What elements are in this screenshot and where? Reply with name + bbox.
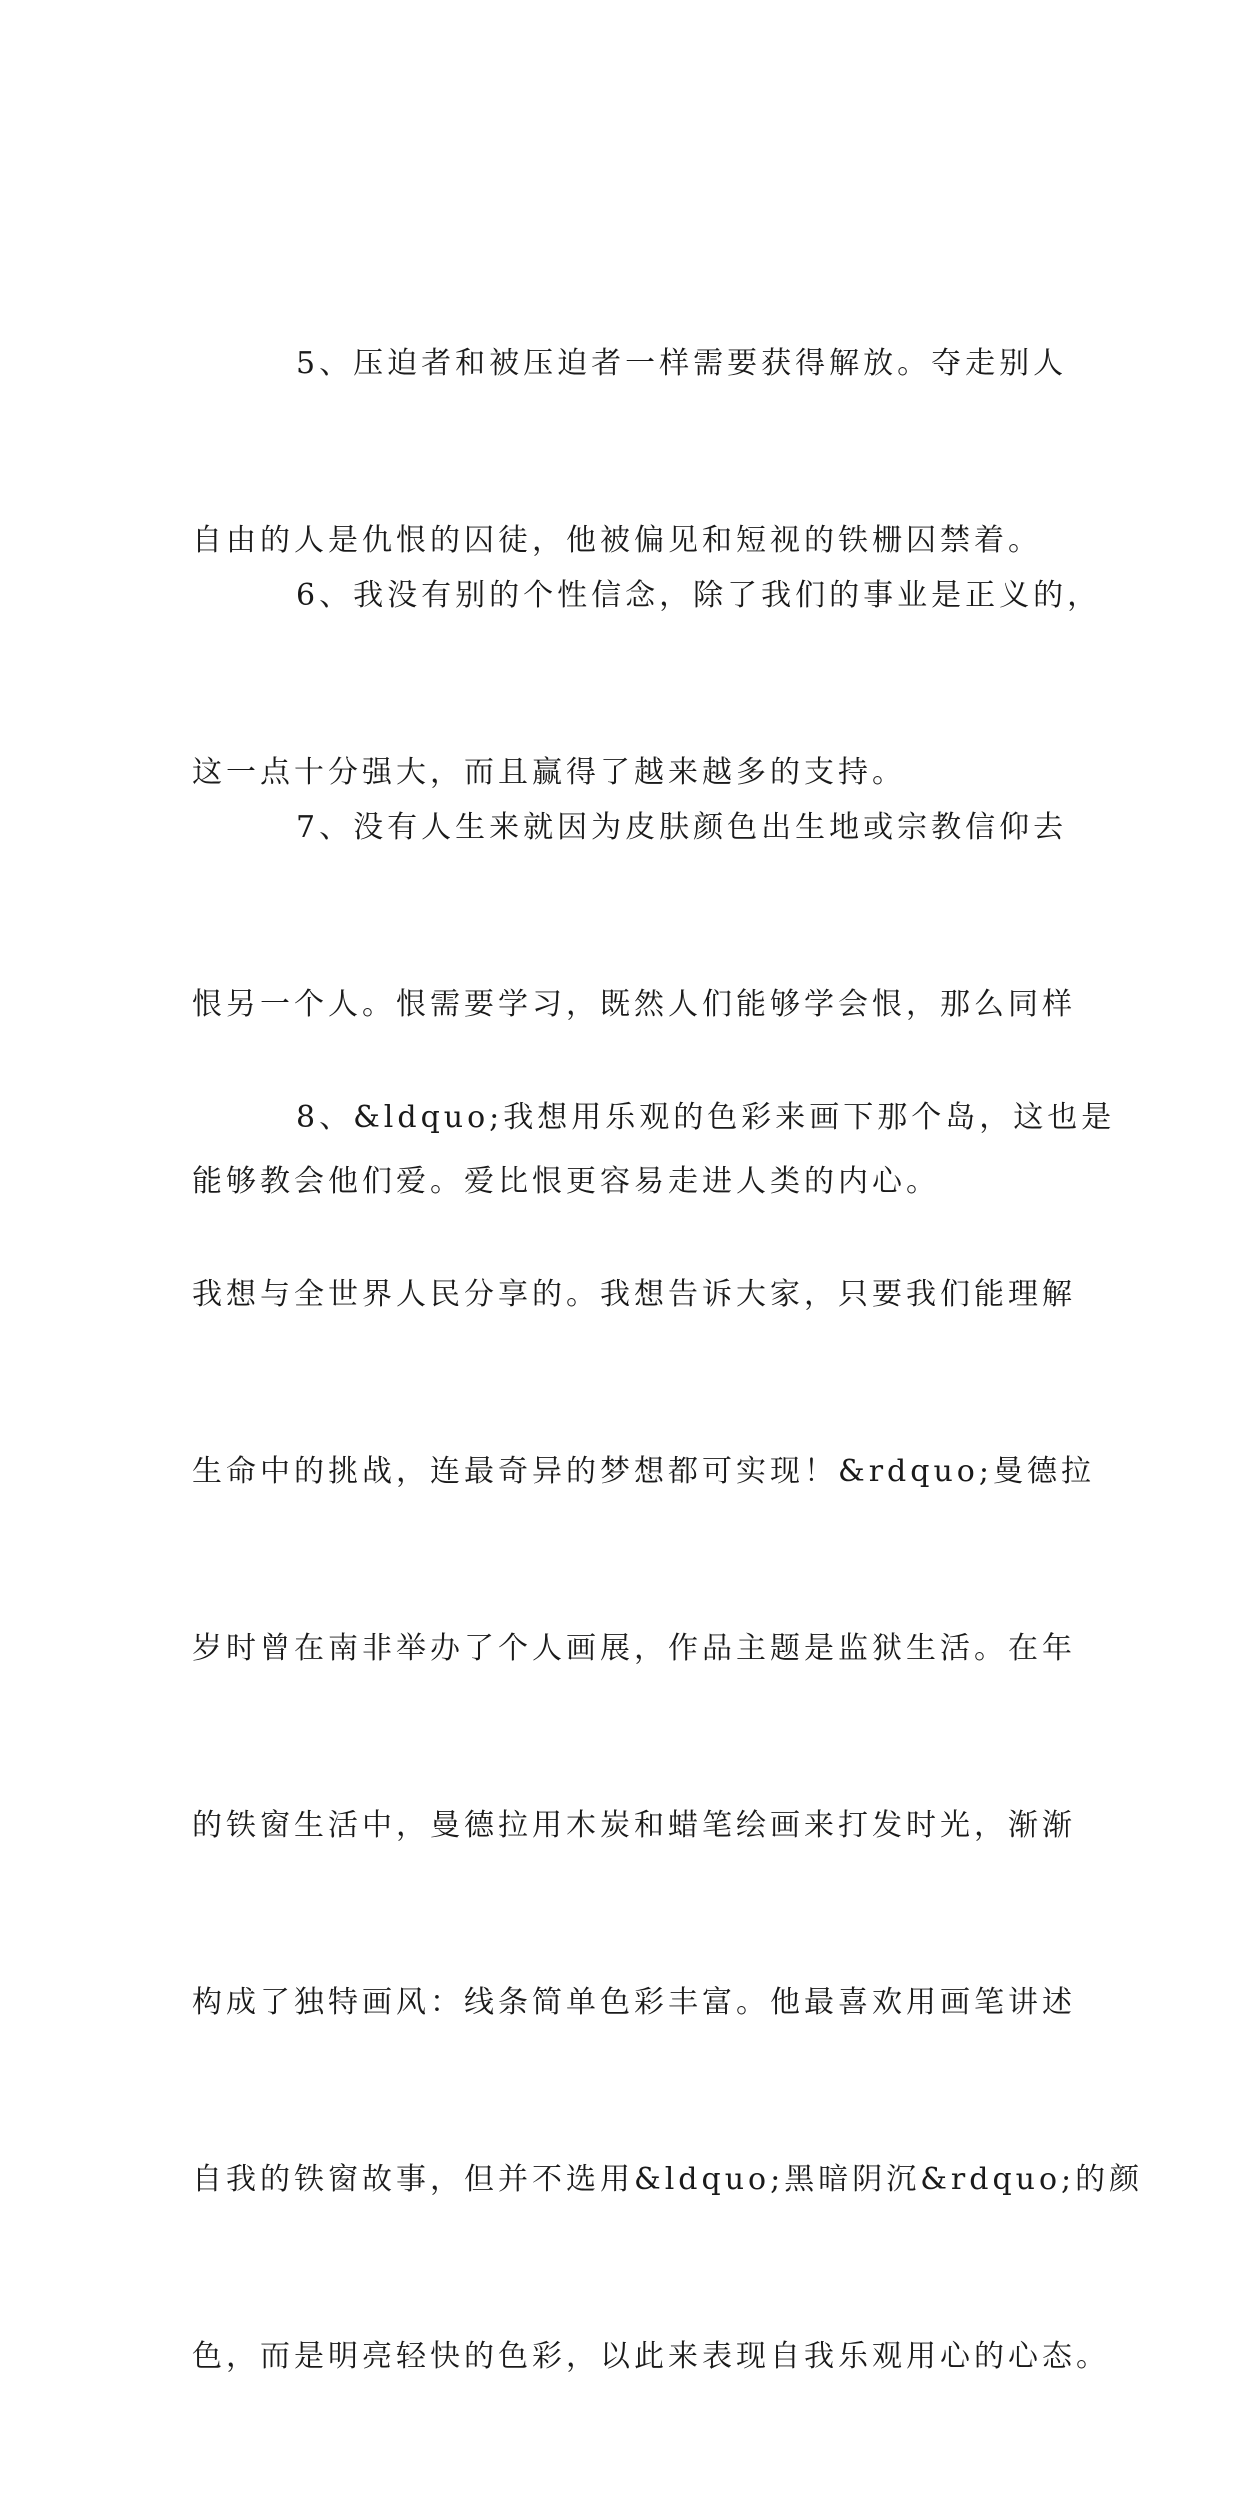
paragraph-line: 能够教会他们爱。爱比恨更容易走进人类的内心。 bbox=[192, 1164, 940, 1199]
paragraph-line: 5、压迫者和被压迫者一样需要获得解放。夺走别人 bbox=[296, 346, 1068, 381]
paragraph-line: 自由的人是仇恨的囚徒，他被偏见和短视的铁栅囚禁着。 bbox=[192, 523, 1042, 558]
paragraph-line: 构成了独特画风：线条简单色彩丰富。他最喜欢用画笔讲述 bbox=[192, 1985, 1076, 2020]
paragraph-line: 的铁窗生活中，曼德拉用木炭和蜡笔绘画来打发时光，渐渐 bbox=[192, 1808, 1076, 1843]
paragraph-line: 岁时曾在南非举办了个人画展，作品主题是监狱生活。在年 bbox=[192, 1631, 1076, 1666]
paragraph-line: 6、我没有别的个性信念，除了我们的事业是正义的， bbox=[296, 578, 1102, 613]
paragraph-line: 我想与全世界人民分享的。我想告诉大家，只要我们能理解 bbox=[192, 1277, 1076, 1312]
paragraph-8 bbox=[192, 970, 1144, 2504]
paragraph-line: 生命中的挑战，连最奇异的梦想都可实现！&rdquo;曼德拉 bbox=[192, 1454, 1095, 1489]
paragraph-line: 自我的铁窗故事，但并不选用&ldquo;黑暗阴沉&rdquo;的颜 bbox=[192, 2162, 1144, 2197]
paragraph-line: 色，而是明亮轻快的色彩，以此来表现自我乐观用心的心态。 bbox=[192, 2339, 1110, 2374]
paragraph-line: 恨另一个人。恨需要学习，既然人们能够学会恨，那么同样 bbox=[192, 987, 1076, 1022]
paragraph-line: 这一点十分强大，而且赢得了越来越多的支持。 bbox=[192, 755, 906, 790]
paragraph-line: 7、没有人生来就因为皮肤颜色出生地或宗教信仰去 bbox=[296, 810, 1068, 845]
paragraph-line: 8、&ldquo;我想用乐观的色彩来画下那个岛，这也是 bbox=[296, 1100, 1116, 1135]
